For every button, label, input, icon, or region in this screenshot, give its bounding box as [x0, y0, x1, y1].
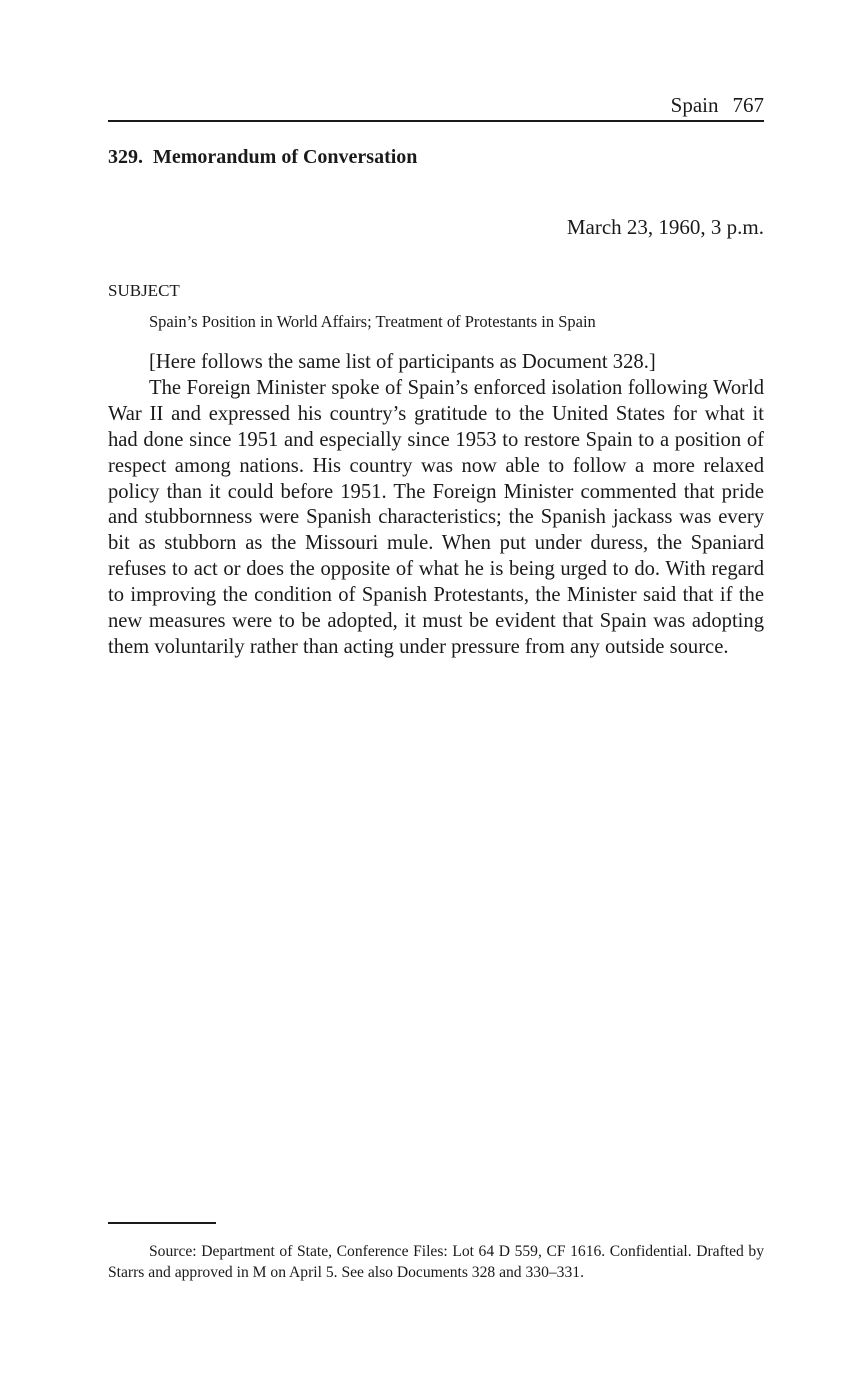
participants-note: [Here follows the same list of participants as Document 328.]: [149, 351, 656, 373]
running-head-title: Spain: [670, 93, 719, 117]
footnote: [108, 1241, 764, 1283]
page-number: 767: [732, 93, 764, 117]
subject-label: SUBJECT: [108, 281, 180, 300]
document-number: 329.: [108, 146, 143, 168]
footnote-text: Source: Department of State, Conference Files: Lot 64 D 559, CF 1616. Confidential. Drafted by Starrs and approved in M on April 5. See also Documents 328 and 330–331.: [108, 1243, 764, 1281]
running-head: [108, 90, 764, 122]
document-title: Memorandum of Conversation: [153, 146, 418, 168]
document-date: March 23, 1960, 3 p.m.: [566, 215, 764, 239]
body-paragraph: The Foreign Minister spoke of Spain’s enforced isolation following World War II and expressed his country’s gratitude to the United States for what it had done since 1951 and especially since 1953 to restore Spain to a position of respect among nations. His country was now able to follow a more relaxed policy than it could before 1951. The Foreign Minister commented that pride and stubbornness were Spanish characteristics; the Spanish jackass was every bit as stubborn as the Missouri mule. When put under duress, the Spaniard refuses to act or does the opposite of what he is being urged to do. With regard to improving the condition of Spanish Protestants, the Minister said that if the new measures were to be adopted, it must be evident that Spain was adopting them voluntarily rather than acting under pressure from any outside source.: [108, 376, 764, 658]
body-text: [108, 350, 764, 661]
document-heading: [108, 144, 417, 170]
subject-text: Spain’s Position in World Affairs; Treatment of Protestants in Spain: [149, 312, 596, 331]
footnote-rule: [108, 1222, 216, 1224]
